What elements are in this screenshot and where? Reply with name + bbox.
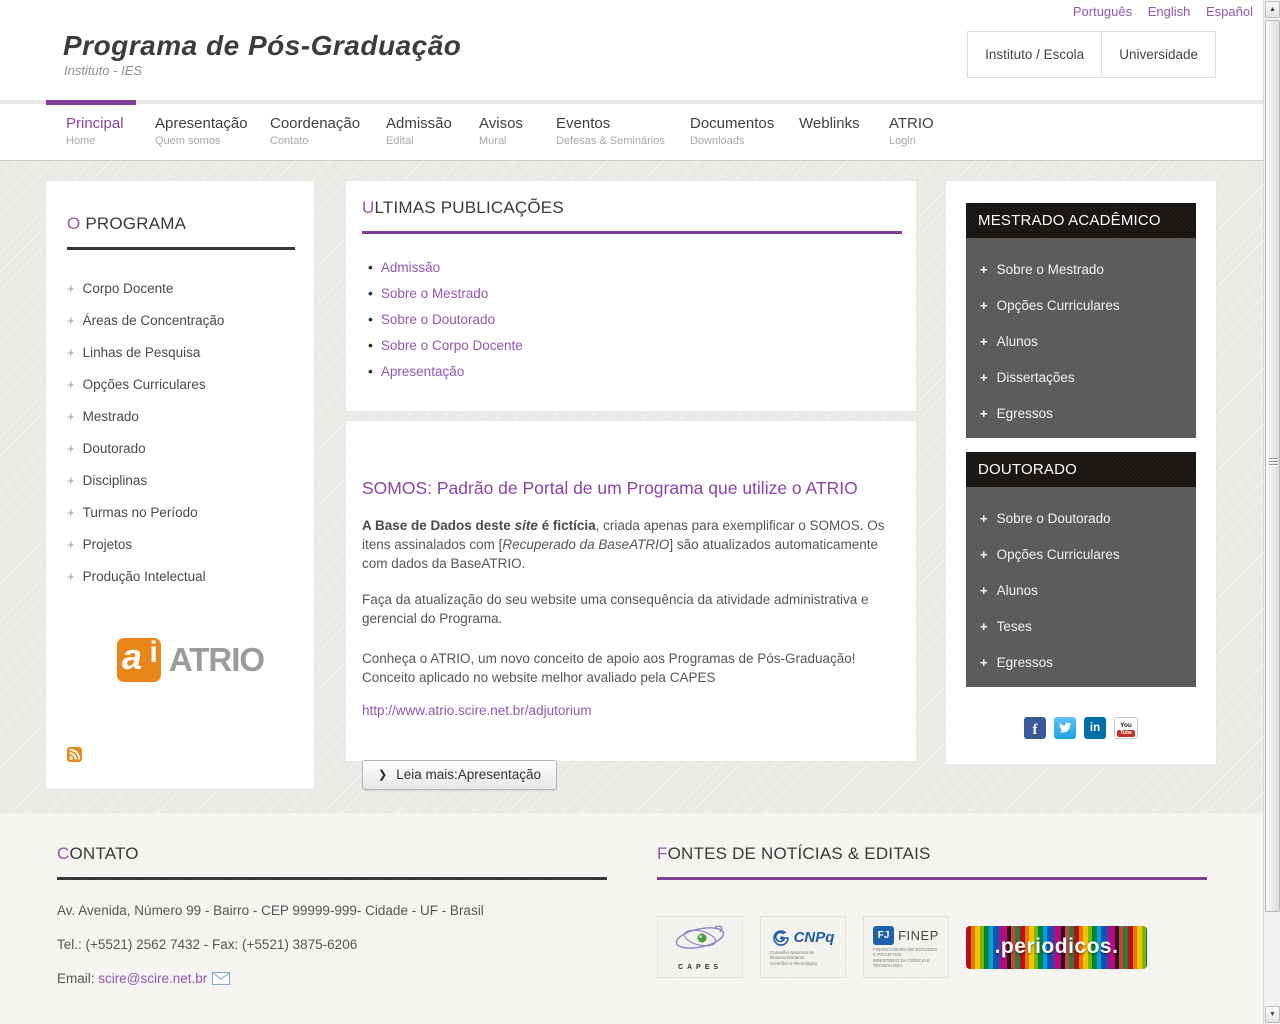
plus-icon: + <box>67 472 75 488</box>
contact-heading: CONTATO <box>57 844 139 863</box>
site-subtitle: Instituto - IES <box>64 63 143 78</box>
mestrado-section-header: MESTRADO ACADÊMICO <box>966 203 1196 238</box>
plus-icon: + <box>980 261 988 277</box>
list-item <box>362 358 900 384</box>
read-more-button[interactable]: ❯ Leia mais:Apresentação <box>362 760 557 790</box>
atrio-logo-mark: a i <box>117 638 161 682</box>
publication-link-admissao[interactable]: Admissão <box>380 259 441 275</box>
bullet: • <box>368 259 373 275</box>
plus-icon: + <box>67 344 75 360</box>
publications-list <box>362 254 900 384</box>
menu-item-corpo-docente[interactable]: + Corpo Docente <box>67 280 174 296</box>
program-menu <box>67 272 314 592</box>
facebook-icon[interactable]: f <box>1024 717 1046 739</box>
nav-top-line <box>0 100 1263 104</box>
nav-documentos[interactable]: Documentos Downloads <box>690 115 775 147</box>
plus-icon: + <box>980 510 988 526</box>
left-sidebar <box>45 180 315 790</box>
lang-english-link[interactable]: English <box>1147 4 1191 19</box>
menu-item-linhas-pesquisa[interactable]: + Linhas de Pesquisa <box>67 344 201 360</box>
finep-logo[interactable]: FJ FINEP FINANCIADORA DE ESTUDOS E PROJETOS MINISTÉRIO DA CIÊNCIA E TECNOLOGIA <box>863 916 949 978</box>
menu-item-teses[interactable]: + Teses <box>980 618 1032 634</box>
vertical-scrollbar[interactable] <box>1263 0 1280 1024</box>
atrio-external-link[interactable]: http://www.atrio.scire.net.br/adjutorium <box>362 703 592 718</box>
news-sources-section <box>657 844 1207 978</box>
list-item <box>362 306 900 332</box>
capes-logo-graphic <box>669 923 731 963</box>
plus-icon: + <box>980 297 988 313</box>
plus-icon: + <box>67 536 75 552</box>
menu-item-opcoes-curriculares[interactable]: + Opções Curriculares <box>980 297 1120 313</box>
doutorado-menu <box>966 487 1196 687</box>
publications-panel <box>345 180 917 412</box>
menu-item-sobre-mestrado[interactable]: + Sobre o Mestrado <box>980 261 1104 277</box>
plus-icon: + <box>67 504 75 520</box>
plus-icon: + <box>980 618 988 634</box>
heading-rule <box>362 231 902 234</box>
mestrado-menu <box>966 238 1196 438</box>
atrio-logo[interactable]: a i ATRIO <box>111 624 271 696</box>
twitter-icon[interactable] <box>1054 717 1076 739</box>
main-nav <box>0 100 1263 161</box>
nav-weblinks[interactable]: Weblinks <box>799 115 860 132</box>
publication-link-sobre-mestrado[interactable]: Sobre o Mestrado <box>380 285 489 301</box>
plus-icon: + <box>980 582 988 598</box>
menu-item-producao-intelectual[interactable]: + Produção Intelectual <box>67 568 206 584</box>
chevron-right-icon: ❯ <box>378 769 388 781</box>
envelope-icon[interactable] <box>212 973 230 988</box>
publication-link-sobre-corpo-docente[interactable]: Sobre o Corpo Docente <box>380 337 523 353</box>
scrollbar-thumb[interactable] <box>1265 20 1280 912</box>
plus-icon: + <box>980 546 988 562</box>
lang-portugues-link[interactable]: Português <box>1072 4 1133 19</box>
bullet: • <box>368 337 373 353</box>
capes-logo[interactable]: CAPES <box>657 916 743 978</box>
plus-icon: + <box>67 312 75 328</box>
plus-icon: + <box>980 369 988 385</box>
publication-link-apresentacao[interactable]: Apresentação <box>380 363 465 379</box>
sources-heading: FONTES DE NOTÍCIAS & EDITAIS <box>657 844 931 863</box>
heading-rule <box>657 877 1207 880</box>
menu-item-mestrado[interactable]: + Mestrado <box>67 408 139 424</box>
about-paragraph-1: A Base de Dados deste site é fictícia, criada apenas para exemplificar o SOMOS. Os itens assinalados com [Recuperado da BaseATRIO] são atualizados automaticamente com dados da BaseATRIO. <box>362 518 885 571</box>
scroll-down-arrow[interactable]: ▼ <box>1265 1006 1280 1023</box>
scroll-up-arrow[interactable]: ▲ <box>1265 1 1280 18</box>
left-sidebar-heading: O PROGRAMA <box>67 214 187 233</box>
social-icons <box>946 717 1216 739</box>
menu-item-dissertacoes[interactable]: + Dissertações <box>980 369 1075 385</box>
institution-buttons <box>967 31 1216 78</box>
menu-item-opcoes-curriculares[interactable]: + Opções Curriculares <box>980 546 1120 562</box>
menu-item-egressos[interactable]: + Egressos <box>980 654 1053 670</box>
about-paragraph-2: Faça da atualização do seu website uma consequência da atividade administrativa e gerencial do Programa. <box>362 592 869 626</box>
heading-rule <box>57 877 607 880</box>
list-item <box>362 280 900 306</box>
contact-section <box>57 844 607 988</box>
publication-link-sobre-doutorado[interactable]: Sobre o Doutorado <box>380 311 495 327</box>
menu-item-alunos[interactable]: + Alunos <box>980 582 1038 598</box>
mestrado-section <box>966 203 1196 438</box>
plus-icon: + <box>67 280 75 296</box>
email-link[interactable]: scire@scire.net.br <box>98 971 208 986</box>
heading-rule <box>67 247 295 250</box>
menu-item-opcoes-curriculares[interactable]: + Opções Curriculares <box>67 376 206 392</box>
youtube-icon[interactable]: You Tube <box>1114 717 1138 739</box>
about-article-title[interactable]: SOMOS: Padrão de Portal de um Programa que utilize o ATRIO <box>362 478 858 498</box>
doutorado-section-header: DOUTORADO <box>966 452 1196 487</box>
nav-admissao[interactable]: Admissão Edital <box>386 115 452 147</box>
about-panel <box>345 420 917 782</box>
nav-apresentacao[interactable]: Apresentação Quem somos <box>155 115 248 147</box>
lang-espanol-link[interactable]: Español <box>1206 4 1253 19</box>
rss-icon[interactable] <box>67 747 82 767</box>
right-sidebar <box>945 180 1217 765</box>
contact-phone: Tel.: (+5521) 2562 7432 - Fax: (+5521) 3875-6206 <box>57 937 358 952</box>
cnpq-logo-graphic <box>772 928 792 948</box>
plus-icon: + <box>980 405 988 421</box>
periodicos-logo[interactable]: .periodicos. <box>966 926 1147 969</box>
bullet: • <box>368 363 373 379</box>
nav-coordenacao[interactable]: Coordenação Contato <box>270 115 361 147</box>
contact-email-line: Email: scire@scire.net.br <box>57 971 607 988</box>
bullet: • <box>368 285 373 301</box>
site-title: Programa de Pós-Graduação <box>63 30 462 61</box>
menu-item-turmas-periodo[interactable]: + Turmas no Período <box>67 504 198 520</box>
list-item <box>362 254 900 280</box>
doutorado-section <box>966 452 1196 687</box>
plus-icon: + <box>67 568 75 584</box>
language-bar <box>1061 4 1253 19</box>
footer <box>0 813 1263 1024</box>
list-item <box>362 332 900 358</box>
nav-avisos[interactable]: Avisos Mural <box>479 115 523 147</box>
menu-item-egressos[interactable]: + Egressos <box>980 405 1053 421</box>
plus-icon: + <box>67 440 75 456</box>
active-tab-indicator <box>46 100 136 105</box>
menu-item-disciplinas[interactable]: + Disciplinas <box>67 472 148 488</box>
contact-address: Av. Avenida, Número 99 - Bairro - CEP 99999-999- Cidade - UF - Brasil <box>57 903 484 918</box>
plus-icon: + <box>67 376 75 392</box>
nav-principal[interactable]: Principal Home <box>66 115 124 147</box>
instituto-escola-button[interactable]: Instituto / Escola <box>985 47 1085 62</box>
nav-atrio-login[interactable]: ATRIO Login <box>889 115 934 147</box>
about-paragraph-3: Conheça o ATRIO, um novo conceito de apoio aos Programas de Pós-Graduação! Conceito aplicado no website melhor avaliado pela CAPES <box>362 651 856 685</box>
plus-icon: + <box>980 333 988 349</box>
finep-logo-graphic: FJ <box>873 926 894 945</box>
plus-icon: + <box>980 654 988 670</box>
universidade-button[interactable]: Universidade <box>1101 32 1215 77</box>
menu-item-areas-concentracao[interactable]: + Áreas de Concentração <box>67 312 225 328</box>
plus-icon: + <box>67 408 75 424</box>
linkedin-icon[interactable]: in <box>1084 717 1106 739</box>
nav-eventos[interactable]: Eventos Defesas & Seminários <box>556 115 665 147</box>
publications-heading: ULTIMAS PUBLICAÇÕES <box>362 198 564 217</box>
cnpq-logo[interactable]: CNPq Conselho Nacional de Desenvolvimento Científico e Tecnológico <box>760 916 846 978</box>
site-header <box>0 0 1263 100</box>
bullet: • <box>368 311 373 327</box>
scrollbar-grip <box>1269 458 1278 467</box>
menu-item-sobre-doutorado[interactable]: + Sobre o Doutorado <box>980 510 1111 526</box>
partner-logos <box>657 916 1207 978</box>
menu-item-alunos[interactable]: + Alunos <box>980 333 1038 349</box>
menu-item-doutorado[interactable]: + Doutorado <box>67 440 146 456</box>
menu-item-projetos[interactable]: + Projetos <box>67 536 133 552</box>
